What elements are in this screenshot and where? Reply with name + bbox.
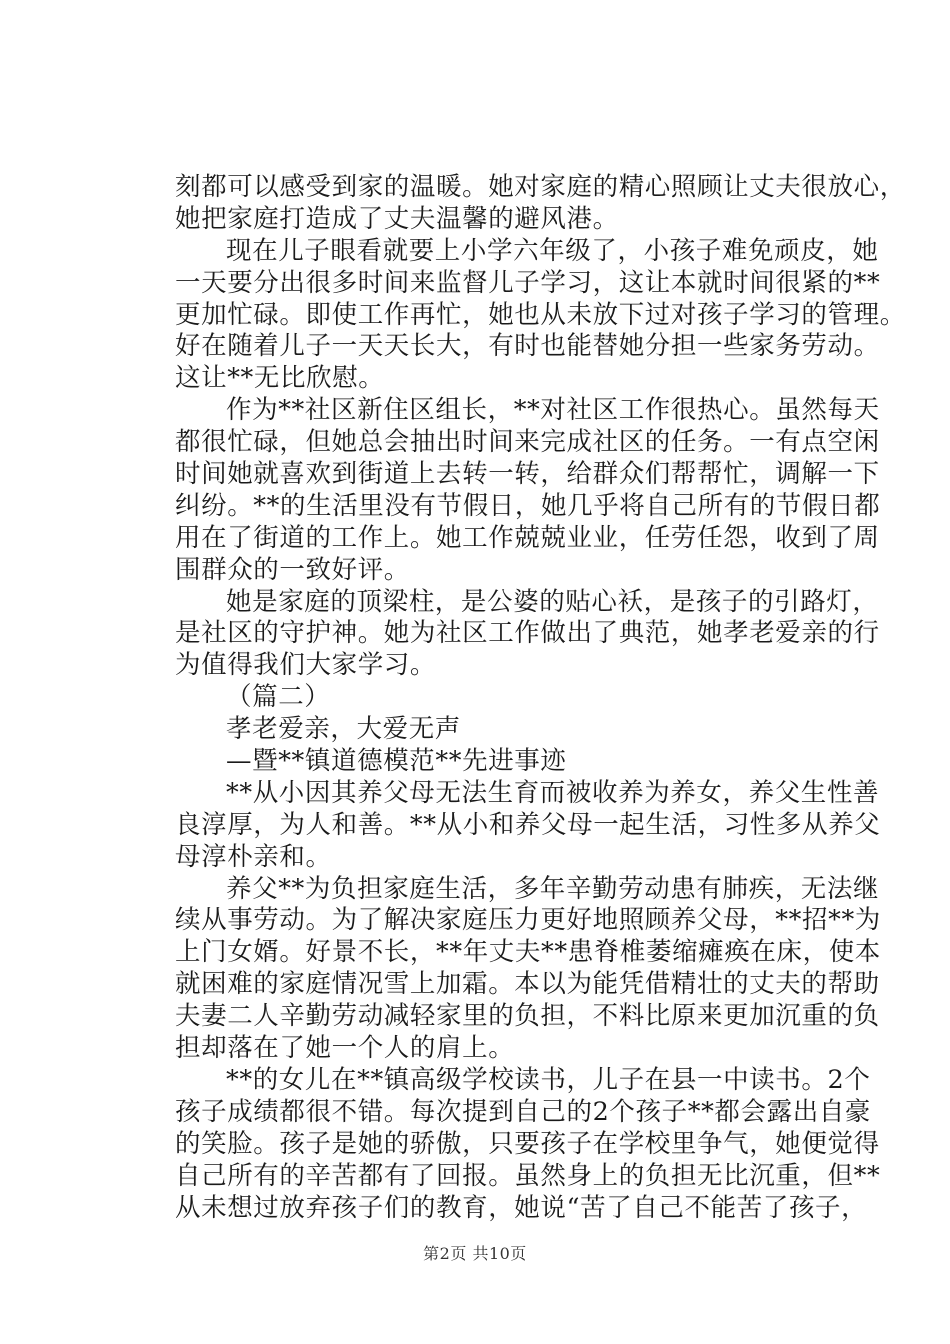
text-line: 时间她就喜欢到街道上去转一转，给群众们帮帮忙，调解一下 [175, 459, 880, 490]
paragraph [175, 172, 906, 236]
paragraph [175, 777, 881, 874]
text-line: 更加忙碌。即使工作再忙，她也从未放下过对孩子学习的管理。 [175, 299, 906, 330]
text-line: 就困难的家庭情况雪上加霜。本以为能凭借精壮的丈夫的帮助 [175, 969, 880, 1000]
text-line: 母淳朴亲和。 [175, 841, 332, 872]
text-line: **从小因其养父母无法生育而被收养为养女，养父生性善 [226, 777, 880, 808]
text-line: 孩子成绩都很不错。每次提到自己的2个孩子**都会露出自豪 [175, 1096, 872, 1127]
text-line: 好在随着儿子一天天长大，有时也能替她分担一些家务劳动。 [175, 331, 880, 362]
text-line: 作为**社区新住区组长，**对社区工作很热心。虽然每天 [226, 395, 880, 426]
text-line: 从未想过放弃孩子们的教育，她说“苦了自己不能苦了孩子， [175, 1192, 868, 1223]
text-line: 是社区的守护神。她为社区工作做出了典范，她孝老爱亲的行 [175, 618, 880, 649]
text-line: 刻都可以感受到家的温暖。她对家庭的精心照顾让丈夫很放心， [175, 172, 906, 202]
text-line: 续从事劳动。为了解决家庭压力更好地照顾养父母，**招**为 [175, 905, 881, 936]
text-line: 一天要分出很多时间来监督儿子学习，这让本就时间很紧的** [175, 267, 881, 298]
paragraph [175, 395, 881, 586]
text-line: 她把家庭打造成了丈夫温馨的避风港。 [175, 203, 619, 234]
page-footer: 第2页 共10页 [423, 1244, 527, 1263]
text-line: 现在儿子眼看就要上小学六年级了，小孩子难免顽皮，她 [226, 235, 879, 266]
text-line: —暨**镇道德模范**先进事迹 [226, 746, 567, 777]
text-line: **的女儿在**镇高级学校读书，儿子在县一中读书。2个 [226, 1064, 871, 1095]
text-line: 这让**无比欣慰。 [175, 363, 385, 394]
paragraph [175, 1064, 881, 1224]
text-line: 良淳厚，为人和善。**从小和养父母一起生活，习性多从养父 [175, 809, 881, 840]
text-line: 为值得我们大家学习。 [175, 650, 437, 681]
paragraph [175, 235, 906, 395]
text-line: 围群众的一致好评。 [175, 554, 410, 585]
text-line: 夫妻二人辛勤劳动减轻家里的负担，不料比原来更加沉重的负 [175, 1001, 880, 1032]
text-line: （篇二） [226, 682, 331, 713]
text-line: 的笑脸。孩子是她的骄傲，只要孩子在学校里争气，她便觉得 [175, 1128, 880, 1159]
text-line: 用在了街道的工作上。她工作兢兢业业，任劳任怨，收到了周 [175, 522, 880, 553]
paragraph [175, 586, 880, 683]
text-line: 孝老爱亲，大爱无声 [226, 714, 461, 745]
paragraph [175, 746, 835, 778]
paragraph [175, 714, 835, 746]
text-line: 上门女婿。好景不长，**年丈夫**患脊椎萎缩瘫痪在床，使本 [175, 937, 881, 968]
text-line: 担却落在了她一个人的肩上。 [175, 1033, 515, 1064]
document-body [175, 172, 906, 1224]
text-line: 自己所有的辛苦都有了回报。虽然身上的负担无比沉重，但** [175, 1160, 881, 1191]
paragraph [175, 873, 881, 1065]
text-line: 她是家庭的顶梁柱，是公婆的贴心袄，是孩子的引路灯， [226, 586, 879, 617]
text-line: 养父**为负担家庭生活，多年辛勤劳动患有肺疾，无法继 [226, 873, 880, 904]
text-line: 都很忙碌，但她总会抽出时间来完成社区的任务。一有点空闲 [175, 427, 880, 458]
paragraph [175, 682, 835, 714]
text-line: 纠纷。**的生活里没有节假日，她几乎将自己所有的节假日都 [175, 490, 881, 521]
